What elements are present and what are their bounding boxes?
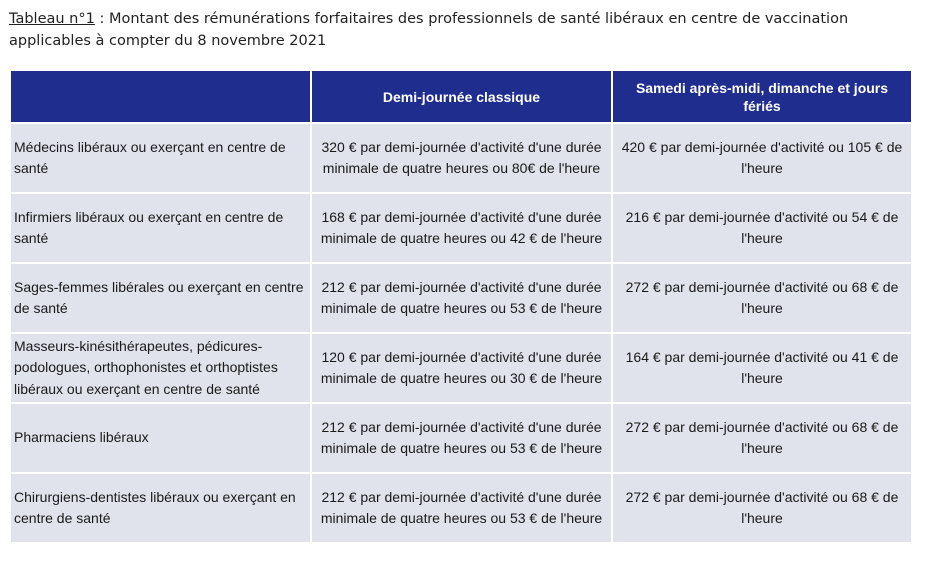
header-profession [11, 71, 311, 123]
table-row [11, 403, 911, 473]
weekend-cell: 216 € par demi-journée d'activité ou 54 € de l'heure [612, 193, 911, 263]
profession-cell: Sages-femmes libérales ou exerçant en centre de santé [11, 263, 311, 333]
table-row [11, 123, 911, 193]
table-row [11, 473, 911, 542]
weekend-cell: 420 € par demi-journée d'activité ou 105 € de l'heure [612, 123, 911, 193]
weekend-cell: 164 € par demi-journée d'activité ou 41 € de l'heure [612, 333, 911, 403]
table-row [11, 193, 911, 263]
classique-cell: 212 € par demi-journée d'activité d'une durée minimale de quatre heures ou 53 € de l'heure [311, 473, 612, 542]
table-caption [9, 8, 934, 52]
weekend-cell: 272 € par demi-journée d'activité ou 68 € de l'heure [612, 403, 911, 473]
table-header-row [11, 71, 911, 123]
remuneration-table [11, 71, 911, 542]
header-demi-journee-classique: Demi-journée classique [311, 71, 612, 123]
table-row [11, 263, 911, 333]
profession-cell: Médecins libéraux ou exerçant en centre de santé [11, 123, 311, 193]
classique-cell: 120 € par demi-journée d'activité d'une durée minimale de quatre heures ou 30 € de l'heure [311, 333, 612, 403]
profession-cell: Pharmaciens libéraux [11, 403, 311, 473]
profession-cell: Chirurgiens-dentistes libéraux ou exerçant en centre de santé [11, 473, 311, 542]
weekend-cell: 272 € par demi-journée d'activité ou 68 € de l'heure [612, 263, 911, 333]
header-weekend-feries: Samedi après-midi, dimanche et jours fériés [612, 71, 911, 123]
classique-cell: 320 € par demi-journée d'activité d'une durée minimale de quatre heures ou 80€ de l'heure [311, 123, 612, 193]
profession-cell: Infirmiers libéraux ou exerçant en centre de santé [11, 193, 311, 263]
classique-cell: 168 € par demi-journée d'activité d'une durée minimale de quatre heures ou 42 € de l'heure [311, 193, 612, 263]
table-row [11, 333, 911, 403]
table-caption-text: : Montant des rémunérations forfaitaires des professionnels de santé libéraux en centre de vaccination applicables à compter du 8 novembre 2021 [9, 11, 849, 49]
table-caption-label: Tableau n°1 [9, 11, 95, 27]
weekend-cell: 272 € par demi-journée d'activité ou 68 € de l'heure [612, 473, 911, 542]
classique-cell: 212 € par demi-journée d'activité d'une durée minimale de quatre heures ou 53 € de l'heure [311, 403, 612, 473]
profession-cell: Masseurs-kinésithérapeutes, pédicures-podologues, orthophonistes et orthoptistes libéraux ou exerçant en centre de santé [11, 333, 311, 403]
classique-cell: 212 € par demi-journée d'activité d'une durée minimale de quatre heures ou 53 € de l'heure [311, 263, 612, 333]
